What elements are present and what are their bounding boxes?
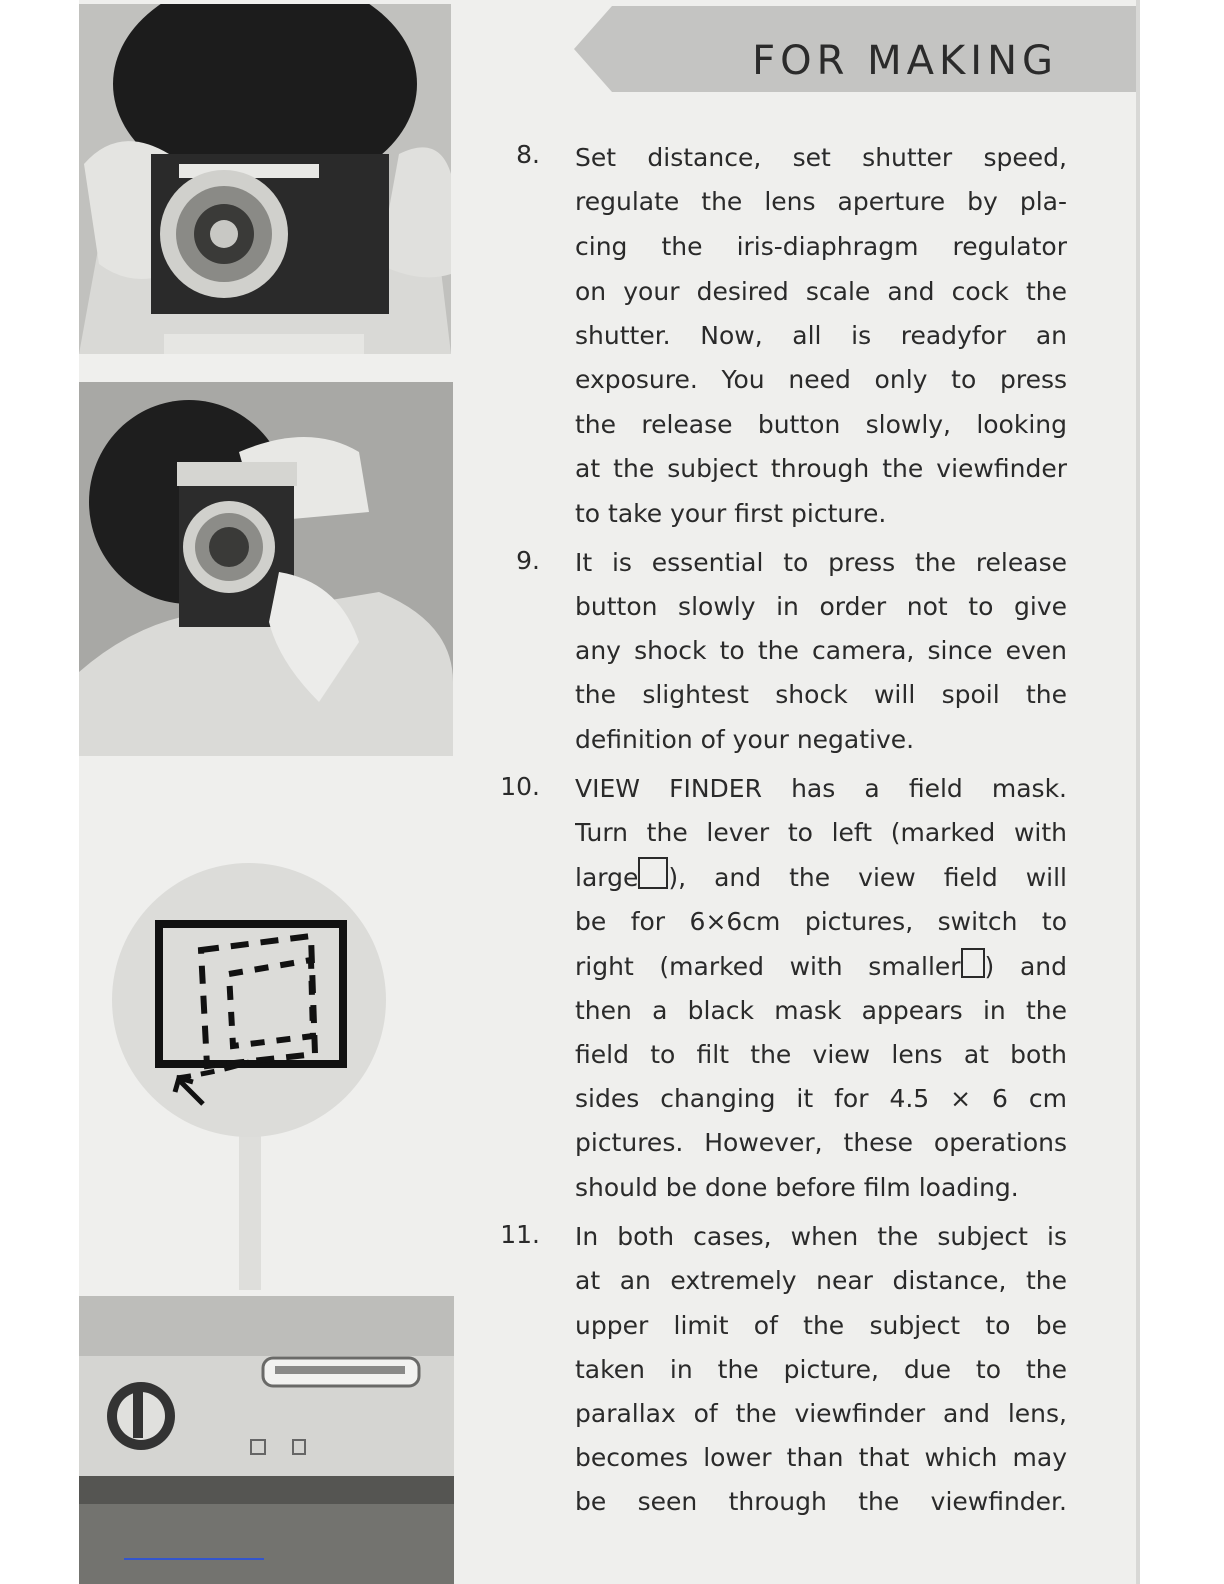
page-edge [1136, 0, 1140, 1584]
viewfinder-diagram-illustration [79, 840, 453, 1320]
small-frame-icon [961, 948, 985, 978]
item-10-line [575, 945, 1067, 989]
item-9-line: It is essential to press the release [575, 548, 1067, 577]
heading-banner [574, 6, 1136, 92]
item-10-line-part: ) and [984, 952, 1067, 981]
item-8-line: shutter. Now, all is readyfor an [575, 321, 1067, 350]
item-11-line: parallax of the viewfinder and lens, [575, 1399, 1067, 1428]
item-number-8: 8. [516, 140, 540, 169]
photo-vertical-shooting [79, 382, 453, 756]
underline-mark [124, 1558, 264, 1560]
item-8-line: to take your first picture. [575, 499, 887, 528]
item-11-line: at an extremely near distance, the [575, 1266, 1067, 1295]
item-8-line: on your desired scale and cock the [575, 277, 1067, 306]
item-10-line: be for 6×6cm pictures, switch to [575, 907, 1067, 936]
section-heading: FOR MAKING [752, 38, 1058, 84]
item-number-9: 9. [516, 546, 540, 575]
photo-illustration [79, 382, 453, 756]
item-8-line: Set distance, set shutter speed, [575, 143, 1067, 172]
item-10-line [575, 856, 1067, 900]
item-8-line: exposure. You need only to press [575, 365, 1067, 394]
item-10-line: then a black mask appears in the [575, 996, 1067, 1025]
item-10-line-part: right (marked with smaller [575, 952, 961, 981]
item-10-line: VIEW FINDER has a field mask. [575, 774, 1067, 803]
item-10-line: pictures. However, these operations [575, 1128, 1067, 1157]
item-9-line: button slowly in order not to give [575, 592, 1067, 621]
large-frame-icon [638, 857, 668, 889]
item-number-10: 10. [500, 772, 540, 801]
viewfinder-mask-diagram [79, 840, 453, 1320]
photo-illustration [79, 4, 451, 354]
item-11-line: In both cases, when the subject is [575, 1222, 1067, 1251]
item-10-line-part: ), and the view field will [668, 863, 1067, 892]
item-11-line: taken in the picture, due to the [575, 1355, 1067, 1384]
item-10-line: Turn the lever to left (marked with [575, 818, 1067, 847]
item-9-line: any shock to the camera, since even [575, 636, 1067, 665]
item-8-line: regulate the lens aperture by pla- [575, 187, 1067, 216]
item-11-line: becomes lower than that which may [575, 1443, 1067, 1472]
item-8-line: the release button slowly, looking [575, 410, 1067, 439]
photo-camera-top-lever [79, 1296, 454, 1584]
item-9-line: the slightest shock will spoil the [575, 680, 1067, 709]
item-9-line: definition of your negative. [575, 725, 915, 754]
item-11-line: be seen through the viewfinder. [575, 1487, 1067, 1516]
item-8-line: at the subject through the viewfinder [575, 454, 1067, 483]
item-10-line: should be done before film loading. [575, 1173, 1019, 1202]
item-10-line-part: large [575, 863, 639, 892]
photo-illustration [79, 1296, 454, 1584]
photo-eye-level-shooting [79, 4, 451, 354]
item-number-11: 11. [500, 1220, 540, 1249]
item-11-line: upper limit of the subject to be [575, 1311, 1067, 1340]
item-8-line: cing the iris-diaphragm regulator [575, 232, 1067, 261]
item-10-line: sides changing it for 4.5 × 6 cm [575, 1084, 1067, 1113]
item-10-line: field to filt the view lens at both [575, 1040, 1067, 1069]
